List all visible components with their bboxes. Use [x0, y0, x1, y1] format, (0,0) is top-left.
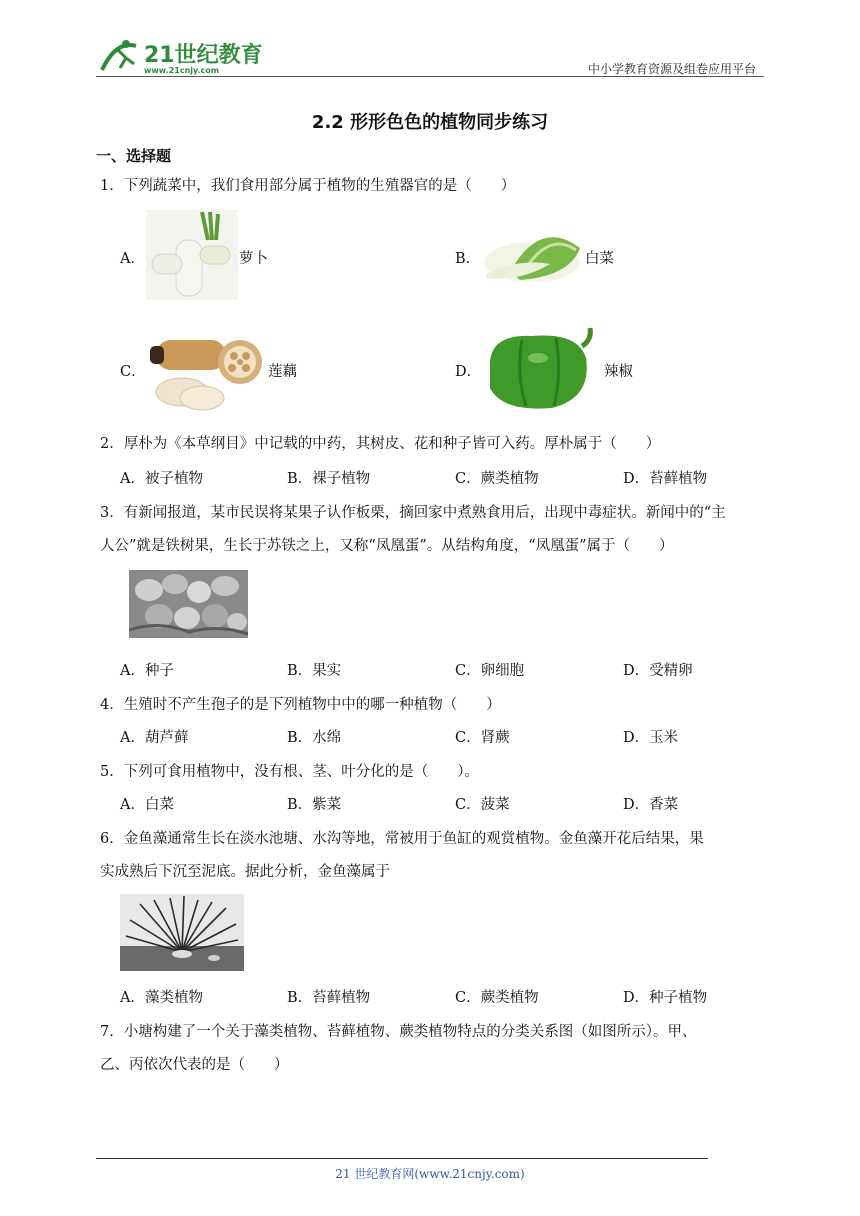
q5-option-b: B．紫菜: [287, 797, 342, 813]
q1-option-d-text: 辣椒: [604, 364, 633, 380]
q2-option-d: D．苔藓植物: [623, 471, 708, 487]
logo-text: 21世纪教育: [144, 43, 263, 68]
q6-option-d: D．种子植物: [623, 990, 708, 1006]
question-7-stem-line-1: 7．小塘构建了一个关于藻类植物、苔藓植物、蕨类植物特点的分类关系图（如图所示）。甲、: [100, 1024, 697, 1040]
q1-option-a-letter: A．: [120, 251, 145, 267]
q1-option-c-letter: C．: [120, 364, 146, 380]
q5-option-a: A．白菜: [120, 797, 174, 813]
question-3-stem-line-2: 人公”就是铁树果，生长于苏铁之上，又称“凤凰蛋”。从结构角度，“凤凰蛋”属于（ ）: [100, 538, 674, 554]
q4-option-a: A．葫芦藓: [120, 730, 189, 746]
q3-option-a: A．种子: [120, 663, 174, 679]
cabbage-image: [480, 218, 583, 290]
site-logo: [96, 36, 266, 76]
platform-name: 中小学教育资源及组卷应用平台: [587, 62, 756, 76]
section-heading: 一、选择题: [96, 147, 172, 165]
q3-option-c: C．卵细胞: [455, 663, 525, 679]
footer-divider: [96, 1158, 708, 1159]
question-6-stem-line-2: 实成熟后下沉至泥底。据此分析，金鱼藻属于: [100, 864, 390, 880]
q1-option-b-text: 白菜: [585, 251, 614, 267]
question-1-stem: 1．下列蔬菜中，我们食用部分属于植物的生殖器官的是（ ）: [100, 178, 516, 194]
radish-image: [146, 210, 238, 300]
q5-option-c: C．菠菜: [455, 797, 510, 813]
q5-option-d: D．香菜: [623, 797, 679, 813]
q2-option-a: A．被子植物: [120, 471, 203, 487]
logo-url: www.21cnjy.com: [144, 66, 220, 75]
q3-option-b: B．果实: [287, 663, 342, 679]
question-5-stem: 5．下列可食用植物中，没有根、茎、叶分化的是（ ）。: [100, 764, 479, 780]
question-6-stem-line-1: 6．金鱼藻通常生长在淡水池塘、水沟等地，常被用于鱼缸的观赏植物。金鱼藻开花后结果，果: [100, 831, 704, 847]
q4-option-b: B．水绵: [287, 730, 342, 746]
q4-option-d: D．玉米: [623, 730, 679, 746]
document-title: 2.2 形形色色的植物同步练习: [311, 112, 549, 133]
q2-option-b: B．裸子植物: [287, 471, 371, 487]
pepper-image: [482, 318, 602, 414]
q6-option-b: B．苔藓植物: [287, 990, 371, 1006]
q1-option-b-letter: B．: [455, 251, 481, 267]
q1-option-c-text: 莲藕: [268, 364, 297, 380]
lotus-root-image: [146, 316, 268, 418]
q3-option-d: D．受精卵: [623, 663, 693, 679]
footer-text: 21 世纪教育网(www.21cnjy.com): [335, 1167, 525, 1181]
hornwort-image: [120, 894, 244, 971]
header-divider: [96, 76, 764, 77]
question-3-stem-line-1: 3．有新闻报道，某市民误将某果子认作板栗，摘回家中煮熟食用后，出现中毒症状。新闻中的“主: [100, 505, 726, 521]
q4-option-c: C．肾蕨: [455, 730, 510, 746]
q6-option-a: A．藻类植物: [120, 990, 203, 1006]
q2-option-c: C．蕨类植物: [455, 471, 539, 487]
cycad-seed-image: [129, 570, 248, 638]
q1-option-d-letter: D．: [455, 364, 482, 380]
question-7-stem-line-2: 乙、丙依次代表的是（ ）: [100, 1057, 289, 1073]
q1-option-a-text: 萝卜: [239, 251, 268, 267]
q6-option-c: C．蕨类植物: [455, 990, 539, 1006]
question-4-stem: 4．生殖时不产生孢子的是下列植物中中的哪一种植物（ ）: [100, 697, 501, 713]
question-2-stem: 2．厚朴为《本草纲目》中记载的中药，其树皮、花和种子皆可入药。厚朴属于（ ）: [100, 436, 661, 452]
